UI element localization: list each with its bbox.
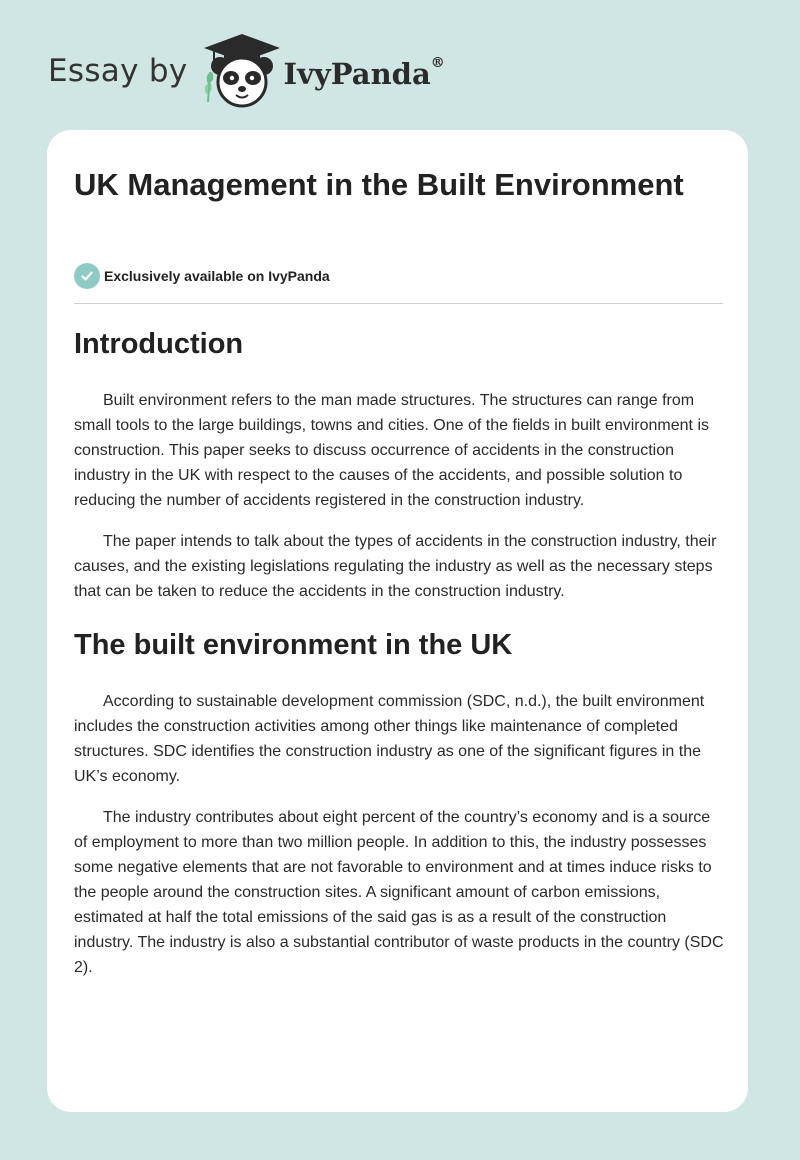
brand-name[interactable]: IvyPanda® xyxy=(283,55,445,91)
section-heading: Introduction xyxy=(74,328,244,360)
paragraph: The paper intends to talk about the types of accidents in the construction industry, their causes, and the existing legislations regulating the industry as well as the necessary steps that can be taken to reduce the accidents in the construction industry. xyxy=(74,533,717,600)
section-built-environment-uk xyxy=(74,621,724,980)
paragraph: According to sustainable development commission (SDC, n.d.), the built environment includes the construction activities among other things like maintenance of completed structures. SDC identifies the construction industry as one of the significant figures in the UK’s economy. xyxy=(74,693,705,785)
essay-card xyxy=(47,130,748,1112)
essay-body xyxy=(74,320,724,980)
page-title: UK Management in the Built Environment xyxy=(74,167,684,202)
check-circle-icon xyxy=(74,263,100,289)
paragraph: The industry contributes about eight percent of the country’s economy and is a source of employment to more than two million people. In addition to this, the industry possesses some negative elements that are not favorable to environment and at times induce risks to the people around the construction sites. A significant amount of carbon emissions, estimated at half the total emissions of the said gas is as a result of the construction industry. The industry is also a substantial contributor of waste products in the country (SDC 2). xyxy=(74,809,724,976)
paragraph: Built environment refers to the man made structures. The structures can range from small tools to the large buildings, towns and cities. One of the fields in built environment is construction. This paper seeks to discuss occurrence of accidents in the construction industry in the UK with respect to the causes of the accidents, and possible solution to reducing the number of accidents registered in the construction industry. xyxy=(74,392,709,509)
divider xyxy=(74,303,723,304)
registered-mark: ® xyxy=(430,55,445,71)
site-header xyxy=(48,32,445,110)
panda-graduate-icon[interactable] xyxy=(202,32,282,110)
brand-prefix: Essay by xyxy=(48,53,188,89)
section-introduction xyxy=(74,320,724,604)
section-heading: The built environment in the UK xyxy=(74,629,513,661)
exclusive-label: Exclusively available on IvyPanda xyxy=(104,268,330,284)
exclusive-badge xyxy=(74,263,330,289)
